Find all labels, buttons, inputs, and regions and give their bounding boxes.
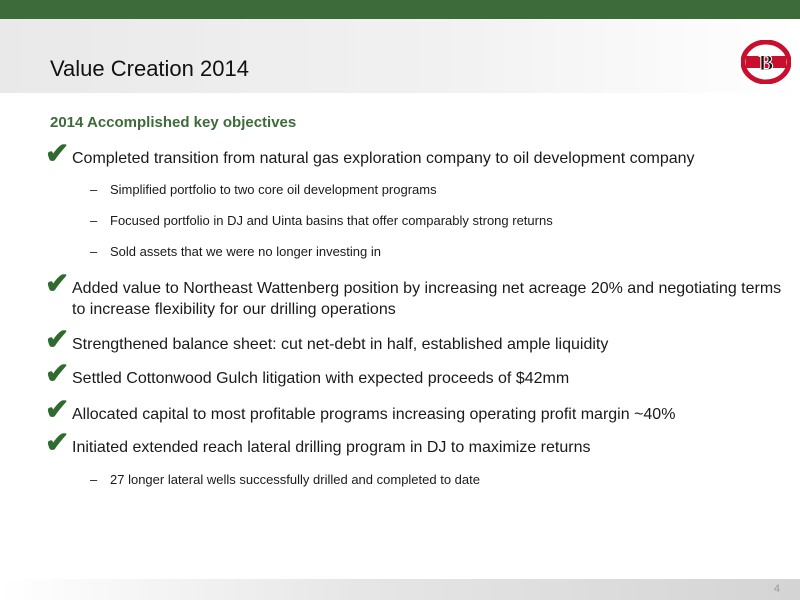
checkmark-icon: ✔ [45,358,70,390]
dash-icon: – [90,472,98,487]
checkmark-icon: ✔ [45,138,70,170]
sub-item [90,243,780,260]
objective-text: Completed transition from natural gas exploration company to oil development company [72,150,695,167]
sub-item-text: Focused portfolio in DJ and Uinta basins that offer comparably strong returns [110,213,553,228]
sub-item [90,212,780,229]
objective-item [45,427,785,459]
logo-letter: B [758,50,774,75]
objective-text: Initiated extended reach lateral drilling program in DJ to maximize returns [72,439,591,456]
objective-text: Settled Cottonwood Gulch litigation with expected proceeds of $42mm [72,370,570,387]
objective-text: Strengthened balance sheet: cut net-debt in half, established ample liquidity [72,336,609,353]
sub-item [90,181,780,198]
top-accent-bar [0,0,800,19]
slide-title: Value Creation 2014 [50,56,249,81]
footer-bar [0,579,800,600]
sub-item [90,471,780,488]
sub-item-text: Simplified portfolio to two core oil development programs [110,182,437,197]
objective-text: Allocated capital to most profitable programs increasing operating profit margin ~40% [72,406,676,423]
company-logo [741,40,791,84]
objective-text: Added value to Northeast Wattenberg position by increasing net acreage 20% and negotiating terms to increase flexibility for our drilling operations [72,280,782,318]
checkmark-icon: ✔ [45,324,70,356]
objective-item [45,358,785,390]
checkmark-icon: ✔ [45,427,70,459]
page-number: 4 [773,583,780,595]
objective-item [45,324,785,356]
objective-item [45,138,785,170]
dash-icon: – [90,213,98,228]
dash-icon: – [90,182,98,197]
objective-item [45,394,785,426]
dash-icon: – [90,244,98,259]
sub-item-text: 27 longer lateral wells successfully drilled and completed to date [110,472,480,487]
sub-item-text: Sold assets that we were no longer investing in [110,244,381,259]
checkmark-icon: ✔ [45,268,70,300]
section-subtitle: 2014 Accomplished key objectives [50,114,297,131]
objective-item [45,268,785,320]
checkmark-icon: ✔ [45,394,70,426]
